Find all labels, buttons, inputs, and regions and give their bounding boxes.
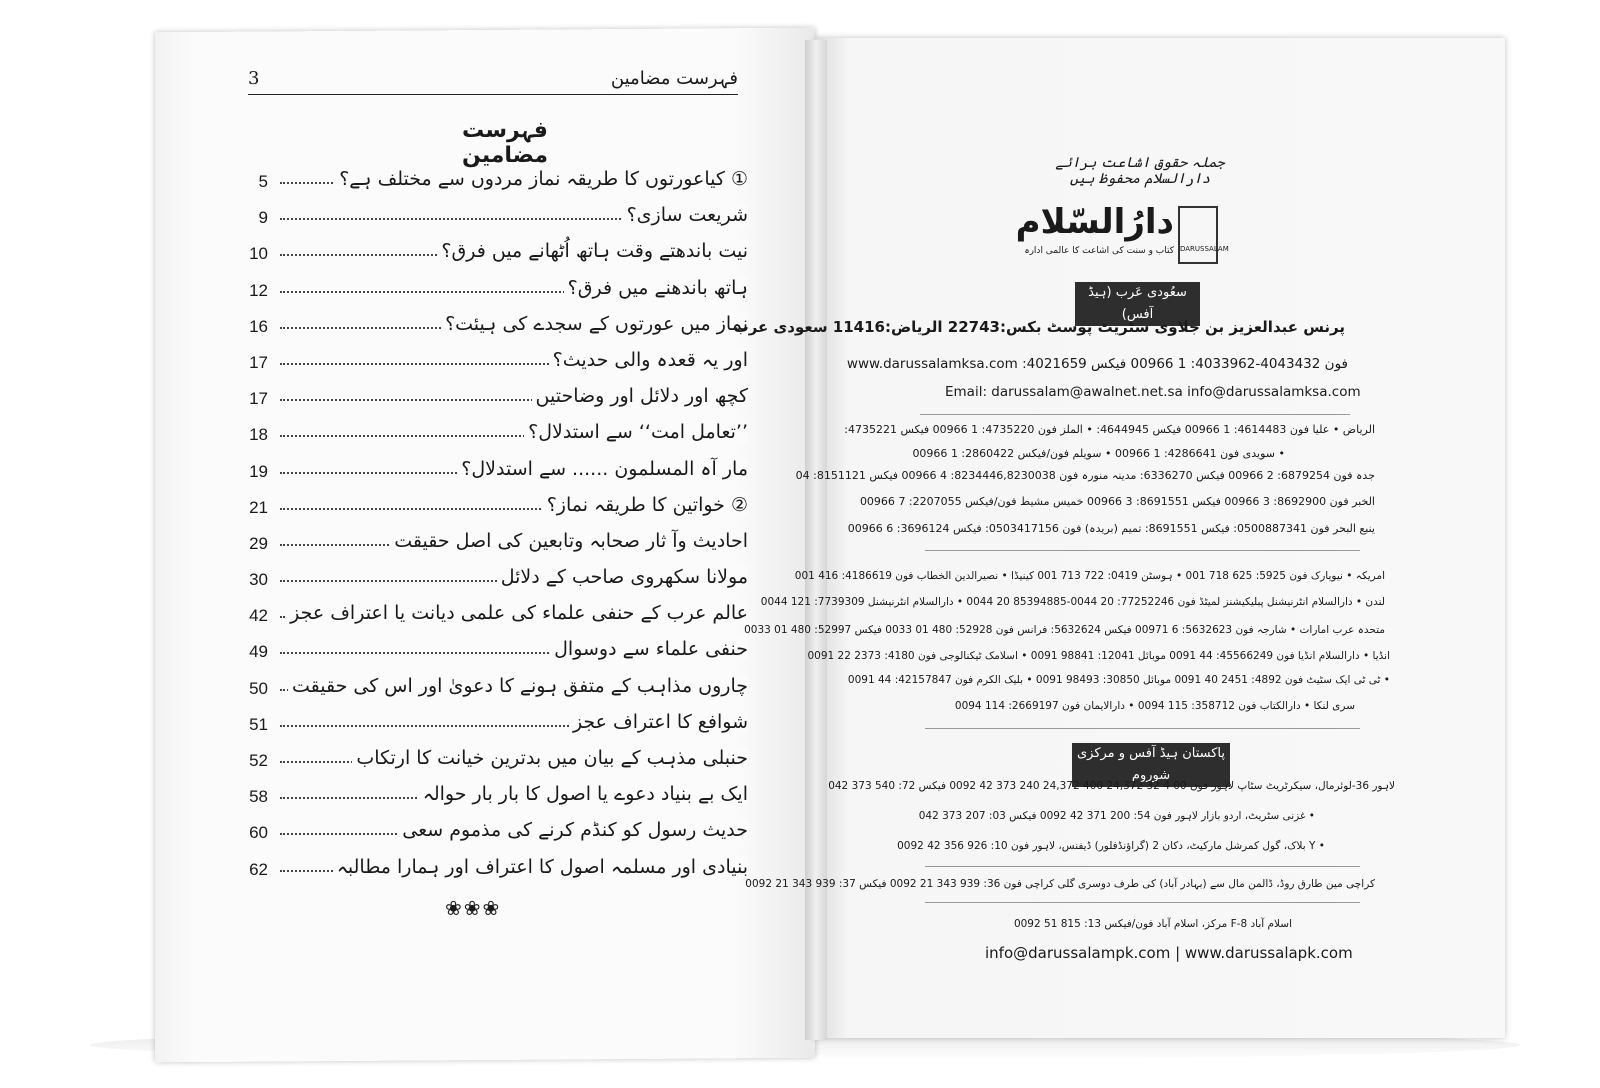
header-title: فہرست مضامین [610,68,738,89]
intl-branch-line: لندن • دارالسلام انٹرنیشنل پبلیکیشنز لمیٹڈ فون 77252246: 20 0044-85394885 20 0044 • دارالسلام انٹرنیشنل 7739309: 121 0044 [760,596,1385,608]
rights-notice: جملہ حقوق اشاعت برائے دارالسلام محفوظ ہیں [1055,155,1225,187]
divider [920,414,1350,415]
toc-entry: 58 ایک بے بنیاد دعوے یا اصول کا بار بار حوالہ [249,783,748,807]
pakistan-web-contact: info@darussalampk.com | www.darussalapk.com [985,944,1353,962]
publisher-logo [1015,202,1229,264]
divider [925,728,1360,729]
toc-entry: 51 شوافع کا اعتراف عجز [249,710,748,734]
saudi-banner: سعُودی عَرب (ہیڈ آفس) [1075,282,1200,326]
divider [925,866,1360,867]
toc-entry: 50 چاروں مذاہب کے متفق ہونے کا دعویٰ اور اس کی حقیقت [249,674,748,698]
toc-entry: 42 عالم عرب کے حنفی علماء کی علمی دیانت یا اعتراف عجز [249,602,748,626]
divider [925,902,1360,903]
toc-entry: 60 حدیث رسول کو کنڈم کرنے کی مذموم سعی [249,819,748,843]
pak-branch-line: لاہور 36-لوئرمال، سیکرٹریٹ سٹاپ لاہور فون 00 4 32 24,372 400 24,372 240 373 42 0092 فیکس 72: 540 373 042 [828,780,1395,792]
saudi-phone: فون 4043432-4033962: 1 00966 فیکس 4021659: www.darussalamksa.com [846,356,1348,372]
ksa-branch-line: ینبع البحر فون 0500887341: فیکس 8691551: تمیم (بریدہ) فون 0503417156: فیکس 3696124: 6 00966 [847,522,1375,535]
toc-entry: 10 نیت باندھتے وقت ہاتھ اُٹھانے میں فرق؟ [249,240,748,264]
intl-branch-line: سری لنکا • دارالکتاب فون 358712: 115 0094 • دارالایمان فون 2669197: 114 0094 [954,700,1355,712]
toc-entry: 49 حنفی علماء سے دوسوال [249,638,748,662]
ksa-branch-line: الریاض • علیا فون 4614483: 1 00966 فیکس 4644945: • الملز فون 4735220: 1 00966 فیکس 4735221: [844,423,1375,436]
logo-emblem-icon: DARUSSALAM [1178,206,1218,264]
pakistan-banner: پاکستان ہیڈ آفس و مرکزی شوروم [1072,743,1230,787]
toc-title: فہرست مضامین [462,118,548,168]
ksa-branch-line: الخبر فون 8692900: 3 00966 فیکس 8691551: 3 00966 خمیس مشیط فون/فیکس 2207055: 7 00966 [859,495,1375,508]
toc-entry: 29 احادیث وآ ثار صحابہ وتابعین کی اصل حقیقت [249,529,748,553]
divider [925,550,1360,551]
intl-branch-line: • ٹی ٹی ایک سٹیٹ فون 4892: 2451 40 0091 موبائل 30850: 98493 0091 • بلیک الکرم فون 42157847: 44 0091 [847,674,1390,686]
pak-branch-line: • غزنی سٹریٹ، اردو بازار لاہور فون 54: 200 371 42 0092 فیکس 03: 207 373 042 [918,810,1315,822]
pak-branch-line: کراچی مین طارق روڈ، ڈالمن مال سے (بہادر آباد) کی طرف دوسری گلی کراچی فون 36: 939 343 21 0092 فیکس 37: 939 343 21 0092 [745,878,1375,890]
ksa-branch-line: جدہ فون 6879254: 2 00966 فیکس 6336270: مدینہ منورہ فون 8234446,8230038: 4 00966 فیکس 8151121: 04 [795,469,1375,482]
pak-branch-line: اسلام آباد F-8 مرکز، اسلام آباد فون/فیکس 13: 815 51 0092 [1013,918,1292,930]
flower-ornament: ❀❀❀ [445,896,502,920]
toc-entry: 62 بنیادی اور مسلمہ اصول کا اعتراف اور ہمارا مطالبہ [249,855,748,879]
saudi-address: پرنس عبدالعزیز بن جلاوی سٹریٹ پوسٹ بکس:22743 الریاض:11416 سعودی عرب [733,318,1345,336]
logo-tagline: کتاب و سنت کی اشاعت کا عالمی ادارہ [1024,246,1174,256]
toc-entry: 5 ① کیاعورتوں کا طریقہ نماز مردوں سے مختلف ہے؟ [258,168,748,191]
toc-entry: 18 ’’تعامل امت‘‘ سے استدلال؟ [249,421,748,445]
logo-name: دارُالسّلام [1015,202,1174,242]
table-of-contents [228,168,748,892]
toc-entry: 30 مولانا سکھروی صاحب کے دلائل [249,566,748,590]
page-number: 3 [248,68,260,89]
book-spine [805,40,827,1040]
toc-entry: 19 مار آہ المسلمون ...... سے استدلال؟ [249,457,748,481]
running-header [248,68,738,95]
toc-entry: 21 ② خواتین کا طریقہ نماز؟ [249,493,748,517]
toc-entry: 17 اور یہ قعدہ والی حدیث؟ [249,348,748,372]
toc-entry: 12 ہاتھ باندھنے میں فرق؟ [249,276,748,300]
intl-branch-line: متحدہ عرب امارات • شارجہ فون 5632623: 6 00971 فیکس 5632624: فرانس فون 52928: 480 01 0033 فیکس 52997: 480 01 0033 [744,624,1385,636]
intl-branch-line: امریکہ • نیویارک فون 5925: 625 718 001 • ہوسٹن 0419: 722 713 001 کینیڈا • نصیرالدین الخطاب فون 4186619: 416 001 [794,570,1385,582]
pak-branch-line: • Y بلاک، گول کمرشل مارکیٹ، دکان 2 (گراؤنڈفلور) ڈیفنس، لاہور فون 10: 926 356 42 0092 [897,840,1325,852]
toc-entry: 9 شریعت سازی؟ [258,204,748,228]
saudi-email: Email: darussalam@awalnet.net.sa info@darussalamksa.com [945,384,1361,400]
ksa-branch-line: • سویدی فون 4286641: 1 00966 • سویلم فون/فیکس 2860422: 1 00966 [912,447,1285,460]
toc-entry: 17 کچھ اور دلائل اور وضاحتیں [249,385,748,409]
intl-branch-line: انڈیا • دارالسلام انڈیا فون 45566249: 44 0091 موبائل 12041: 98841 0091 • اسلامک ٹیکنالوجی فون 4180: 2373 22 0091 [807,650,1390,662]
toc-entry: 16 نماز میں عورتوں کے سجدے کی ہیئت؟ [249,312,748,336]
toc-entry: 52 حنبلی مذہب کے بیان میں بدترین خیانت کا ارتکاب [249,747,748,770]
